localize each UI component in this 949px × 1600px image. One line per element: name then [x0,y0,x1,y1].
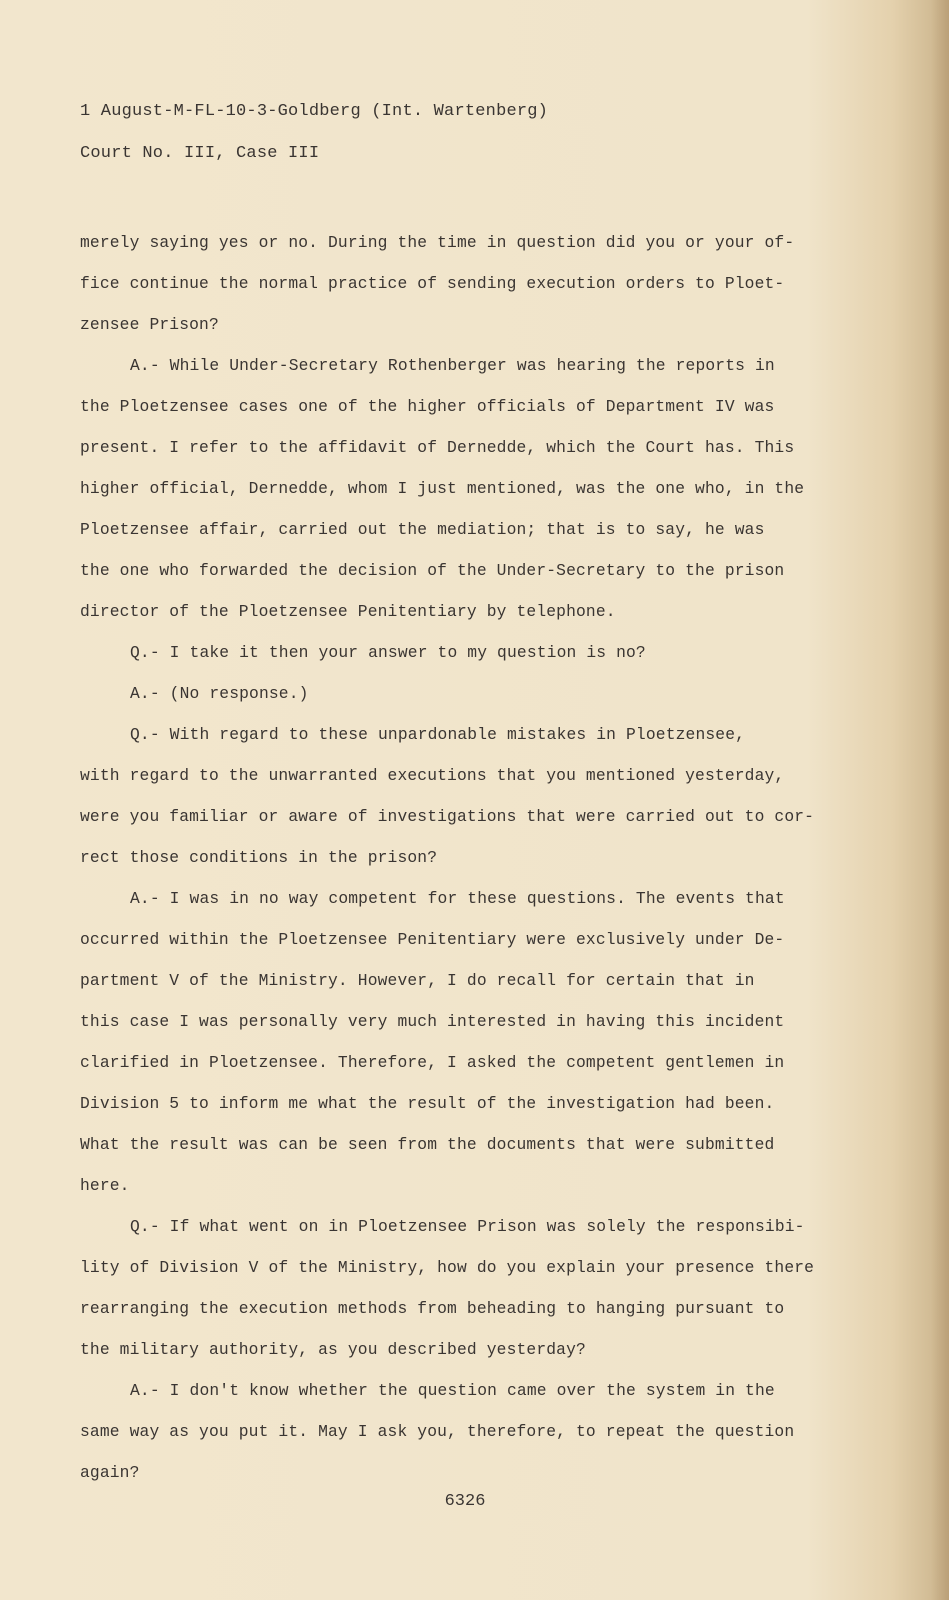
transcript-line: What the result was can be seen from the documents that were submitted [80,1135,775,1154]
transcript-line: this case I was personally very much interested in having this incident [80,1012,785,1031]
transcript-line: present. I refer to the affidavit of Dernedde, which the Court has. This [80,438,795,457]
transcript-line: director of the Ploetzensee Penitentiary by telephone. [80,602,616,621]
transcript-line: Division 5 to inform me what the result of the investigation had been. [80,1094,775,1113]
transcript-line: occurred within the Ploetzensee Penitentiary were exclusively under De- [80,930,785,949]
court-case-header: Court No. III, Case III [80,144,320,163]
question-paragraph-start: Q.- I take it then your answer to my question is no? [130,643,646,662]
transcript-line: rearranging the execution methods from beheading to hanging pursuant to [80,1299,785,1318]
transcript-line: lity of Division V of the Ministry, how do you explain your presence there [80,1258,815,1277]
answer-paragraph-start: A.- I don't know whether the question came over the system in the [130,1381,775,1400]
transcript-line: rect those conditions in the prison? [80,848,438,867]
transcript-line: merely saying yes or no. During the time in question did you or your of- [80,233,795,252]
question-paragraph-start: Q.- If what went on in Ploetzensee Prison was solely the responsibi- [130,1217,805,1236]
answer-paragraph-start: A.- (No response.) [130,684,309,703]
transcript-line: same way as you put it. May I ask you, therefore, to repeat the question [80,1422,795,1441]
transcript-line: the military authority, as you described yesterday? [80,1340,586,1359]
transcript-line: again? [80,1463,140,1482]
transcript-line: here. [80,1176,130,1195]
transcript-line: with regard to the unwarranted executions that you mentioned yesterday, [80,766,785,785]
transcript-line: the Ploetzensee cases one of the higher officials of Department IV was [80,397,775,416]
answer-paragraph-start: A.- While Under-Secretary Rothenberger was hearing the reports in [130,356,775,375]
question-paragraph-start: Q.- With regard to these unpardonable mistakes in Ploetzensee, [130,725,746,744]
answer-paragraph-start: A.- I was in no way competent for these questions. The events that [130,889,785,908]
transcript-line: partment V of the Ministry. However, I do recall for certain that in [80,971,755,990]
document-reference-header: 1 August-M-FL-10-3-Goldberg (Int. Wartenberg) [80,102,549,121]
transcript-line: zensee Prison? [80,315,219,334]
page-number: 6326 [444,1492,486,1511]
transcript-line: clarified in Ploetzensee. Therefore, I asked the competent gentlemen in [80,1053,785,1072]
transcript-line: the one who forwarded the decision of the Under-Secretary to the prison [80,561,785,580]
transcript-line: fice continue the normal practice of sending execution orders to Ploet- [80,274,785,293]
transcript-line: higher official, Dernedde, whom I just mentioned, was the one who, in the [80,479,805,498]
transcript-line: were you familiar or aware of investigations that were carried out to cor- [80,807,815,826]
transcript-body [80,222,840,1493]
transcript-line: Ploetzensee affair, carried out the mediation; that is to say, he was [80,520,765,539]
